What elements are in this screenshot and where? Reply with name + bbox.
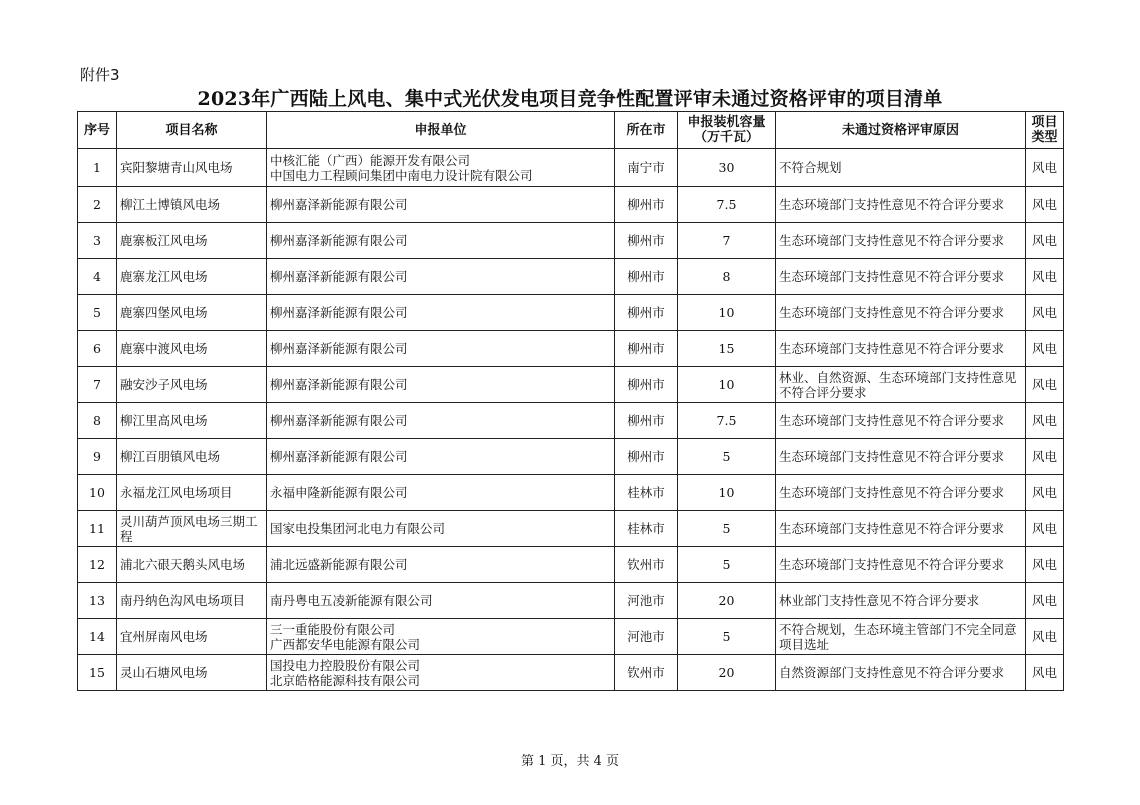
cell-applicant-unit (267, 511, 615, 547)
cell-capacity: 5 (678, 439, 776, 475)
table-row (78, 583, 1064, 619)
cell-type: 风电 (1026, 403, 1064, 439)
cell-seq: 12 (78, 547, 117, 583)
cell-applicant-unit (267, 223, 615, 259)
cell-seq: 11 (78, 511, 117, 547)
cell-reason: 生态环境部门支持性意见不符合评分要求 (776, 223, 1026, 259)
applicant-unit-line: 柳州嘉泽新能源有限公司 (270, 197, 408, 212)
table-row (78, 367, 1064, 403)
cell-reason: 生态环境部门支持性意见不符合评分要求 (776, 475, 1026, 511)
applicant-unit-line: 北京皓格能源科技有限公司 (270, 672, 421, 688)
cell-city: 柳州市 (615, 223, 678, 259)
cell-type: 风电 (1026, 619, 1064, 655)
cell-project-name: 宾阳黎塘青山风电场 (117, 149, 267, 187)
cell-capacity: 7.5 (678, 187, 776, 223)
cell-type: 风电 (1026, 475, 1064, 511)
cell-reason: 自然资源部门支持性意见不符合评分要求 (776, 655, 1026, 691)
applicant-unit-line: 柳州嘉泽新能源有限公司 (270, 413, 408, 428)
cell-applicant-unit (267, 295, 615, 331)
cell-project-name: 鹿寨四堡风电场 (117, 295, 267, 331)
header-reason: 未通过资格评审原因 (776, 112, 1026, 149)
cell-project-name: 灵山石塘风电场 (117, 655, 267, 691)
cell-applicant-unit (267, 655, 615, 691)
cell-city: 河池市 (615, 583, 678, 619)
cell-seq: 8 (78, 403, 117, 439)
cell-reason: 生态环境部门支持性意见不符合评分要求 (776, 511, 1026, 547)
cell-capacity: 15 (678, 331, 776, 367)
cell-city: 钦州市 (615, 547, 678, 583)
cell-project-name: 灵川葫芦顶风电场三期工程 (117, 511, 267, 547)
table-row (78, 149, 1064, 187)
cell-project-name: 永福龙江风电场项目 (117, 475, 267, 511)
cell-project-name: 鹿寨龙江风电场 (117, 259, 267, 295)
cell-city: 柳州市 (615, 295, 678, 331)
table-row (78, 295, 1064, 331)
header-capacity (678, 112, 776, 149)
cell-reason: 生态环境部门支持性意见不符合评分要求 (776, 331, 1026, 367)
cell-type: 风电 (1026, 547, 1064, 583)
cell-project-name: 柳江百朋镇风电场 (117, 439, 267, 475)
cell-applicant-unit (267, 619, 615, 655)
applicant-unit-line: 中核汇能（广西）能源开发有限公司 (270, 152, 471, 168)
cell-project-name: 宜州屏南风电场 (117, 619, 267, 655)
table-row (78, 187, 1064, 223)
cell-project-name: 南丹纳色沟风电场项目 (117, 583, 267, 619)
cell-applicant-unit (267, 187, 615, 223)
cell-capacity: 10 (678, 475, 776, 511)
cell-reason: 生态环境部门支持性意见不符合评分要求 (776, 547, 1026, 583)
cell-project-name: 鹿寨中渡风电场 (117, 331, 267, 367)
cell-reason: 生态环境部门支持性意见不符合评分要求 (776, 403, 1026, 439)
cell-seq: 15 (78, 655, 117, 691)
table-header-row (78, 112, 1064, 149)
cell-capacity: 7 (678, 223, 776, 259)
applicant-unit-line: 国家电投集团河北电力有限公司 (270, 521, 446, 536)
header-type (1026, 112, 1064, 149)
cell-applicant-unit (267, 439, 615, 475)
cell-capacity: 5 (678, 511, 776, 547)
table-row (78, 511, 1064, 547)
cell-project-name: 鹿寨板江风电场 (117, 223, 267, 259)
document-title: 2023年广西陆上风电、集中式光伏发电项目竞争性配置评审未通过资格评审的项目清单 (197, 88, 943, 110)
cell-type: 风电 (1026, 511, 1064, 547)
cell-applicant-unit (267, 547, 615, 583)
table-row (78, 223, 1064, 259)
applicant-unit-line: 三一重能股份有限公司 (270, 621, 396, 637)
cell-seq: 7 (78, 367, 117, 403)
cell-reason: 生态环境部门支持性意见不符合评分要求 (776, 187, 1026, 223)
cell-reason: 林业部门支持性意见不符合评分要求 (776, 583, 1026, 619)
cell-type: 风电 (1026, 259, 1064, 295)
cell-seq: 9 (78, 439, 117, 475)
cell-applicant-unit (267, 259, 615, 295)
header-city: 所在市 (615, 112, 678, 149)
cell-type: 风电 (1026, 331, 1064, 367)
project-table (77, 111, 1064, 691)
cell-reason: 生态环境部门支持性意见不符合评分要求 (776, 259, 1026, 295)
cell-seq: 3 (78, 223, 117, 259)
cell-city: 柳州市 (615, 259, 678, 295)
cell-applicant-unit (267, 367, 615, 403)
cell-capacity: 30 (678, 149, 776, 187)
applicant-unit-line: 广西都安华电能源有限公司 (270, 636, 421, 652)
cell-type: 风电 (1026, 187, 1064, 223)
cell-applicant-unit (267, 403, 615, 439)
cell-reason: 生态环境部门支持性意见不符合评分要求 (776, 439, 1026, 475)
cell-capacity: 8 (678, 259, 776, 295)
cell-type: 风电 (1026, 149, 1064, 187)
cell-seq: 2 (78, 187, 117, 223)
header-type-line2: 类型 (1031, 130, 1058, 145)
cell-type: 风电 (1026, 583, 1064, 619)
cell-type: 风电 (1026, 655, 1064, 691)
cell-city: 南宁市 (615, 149, 678, 187)
table-row (78, 655, 1064, 691)
cell-city: 柳州市 (615, 187, 678, 223)
cell-applicant-unit (267, 331, 615, 367)
applicant-unit-line: 柳州嘉泽新能源有限公司 (270, 269, 408, 284)
cell-seq: 6 (78, 331, 117, 367)
cell-city: 钦州市 (615, 655, 678, 691)
cell-project-name: 融安沙子风电场 (117, 367, 267, 403)
cell-applicant-unit (267, 583, 615, 619)
page-footer: 第 1 页，共 4 页 (520, 754, 620, 769)
header-type-line1: 项目 (1031, 115, 1058, 130)
attachment-label: 附件3 (80, 66, 120, 84)
applicant-unit-line: 柳州嘉泽新能源有限公司 (270, 449, 408, 464)
header-seq: 序号 (78, 112, 117, 149)
cell-project-name: 浦北六硍天鹅头风电场 (117, 547, 267, 583)
applicant-unit-line: 浦北远盛新能源有限公司 (270, 557, 408, 572)
header-capacity-line2: （万千瓦） (693, 130, 759, 145)
cell-city: 柳州市 (615, 331, 678, 367)
applicant-unit-line: 柳州嘉泽新能源有限公司 (270, 233, 408, 248)
table-row (78, 439, 1064, 475)
cell-type: 风电 (1026, 367, 1064, 403)
applicant-unit-line: 中国电力工程顾问集团中南电力设计院有限公司 (270, 167, 533, 183)
cell-city: 柳州市 (615, 367, 678, 403)
applicant-unit-line: 柳州嘉泽新能源有限公司 (270, 305, 408, 320)
cell-applicant-unit (267, 475, 615, 511)
cell-capacity: 20 (678, 655, 776, 691)
cell-project-name: 柳江土博镇风电场 (117, 187, 267, 223)
table-row (78, 259, 1064, 295)
cell-seq: 5 (78, 295, 117, 331)
cell-seq: 1 (78, 149, 117, 187)
applicant-unit-line: 国投电力控股股份有限公司 (270, 657, 421, 673)
cell-seq: 13 (78, 583, 117, 619)
cell-applicant-unit (267, 149, 615, 187)
applicant-unit-line: 柳州嘉泽新能源有限公司 (270, 377, 408, 392)
cell-reason: 林业、自然资源、生态环境部门支持性意见不符合评分要求 (776, 367, 1026, 403)
cell-type: 风电 (1026, 223, 1064, 259)
cell-city: 柳州市 (615, 403, 678, 439)
table-body (78, 149, 1064, 691)
cell-type: 风电 (1026, 439, 1064, 475)
cell-capacity: 10 (678, 367, 776, 403)
cell-type: 风电 (1026, 295, 1064, 331)
header-capacity-line1: 申报装机容量 (687, 115, 766, 130)
cell-capacity: 5 (678, 547, 776, 583)
cell-reason: 不符合规划，生态环境主管部门不完全同意项目选址 (776, 619, 1026, 655)
applicant-unit-line: 永福申隆新能源有限公司 (270, 485, 408, 500)
cell-capacity: 5 (678, 619, 776, 655)
cell-city: 桂林市 (615, 511, 678, 547)
table-row (78, 619, 1064, 655)
cell-project-name: 柳江里高风电场 (117, 403, 267, 439)
table-row (78, 547, 1064, 583)
cell-city: 桂林市 (615, 475, 678, 511)
cell-city: 柳州市 (615, 439, 678, 475)
table-row (78, 403, 1064, 439)
applicant-unit-line: 柳州嘉泽新能源有限公司 (270, 341, 408, 356)
cell-seq: 10 (78, 475, 117, 511)
cell-capacity: 10 (678, 295, 776, 331)
cell-city: 河池市 (615, 619, 678, 655)
cell-reason: 生态环境部门支持性意见不符合评分要求 (776, 295, 1026, 331)
table-row (78, 475, 1064, 511)
cell-reason: 不符合规划 (776, 149, 1026, 187)
cell-seq: 4 (78, 259, 117, 295)
cell-capacity: 20 (678, 583, 776, 619)
applicant-unit-line: 南丹粤电五凌新能源有限公司 (270, 593, 433, 608)
cell-seq: 14 (78, 619, 117, 655)
header-applicant-unit: 申报单位 (267, 112, 615, 149)
header-project-name: 项目名称 (117, 112, 267, 149)
cell-capacity: 7.5 (678, 403, 776, 439)
table-row (78, 331, 1064, 367)
